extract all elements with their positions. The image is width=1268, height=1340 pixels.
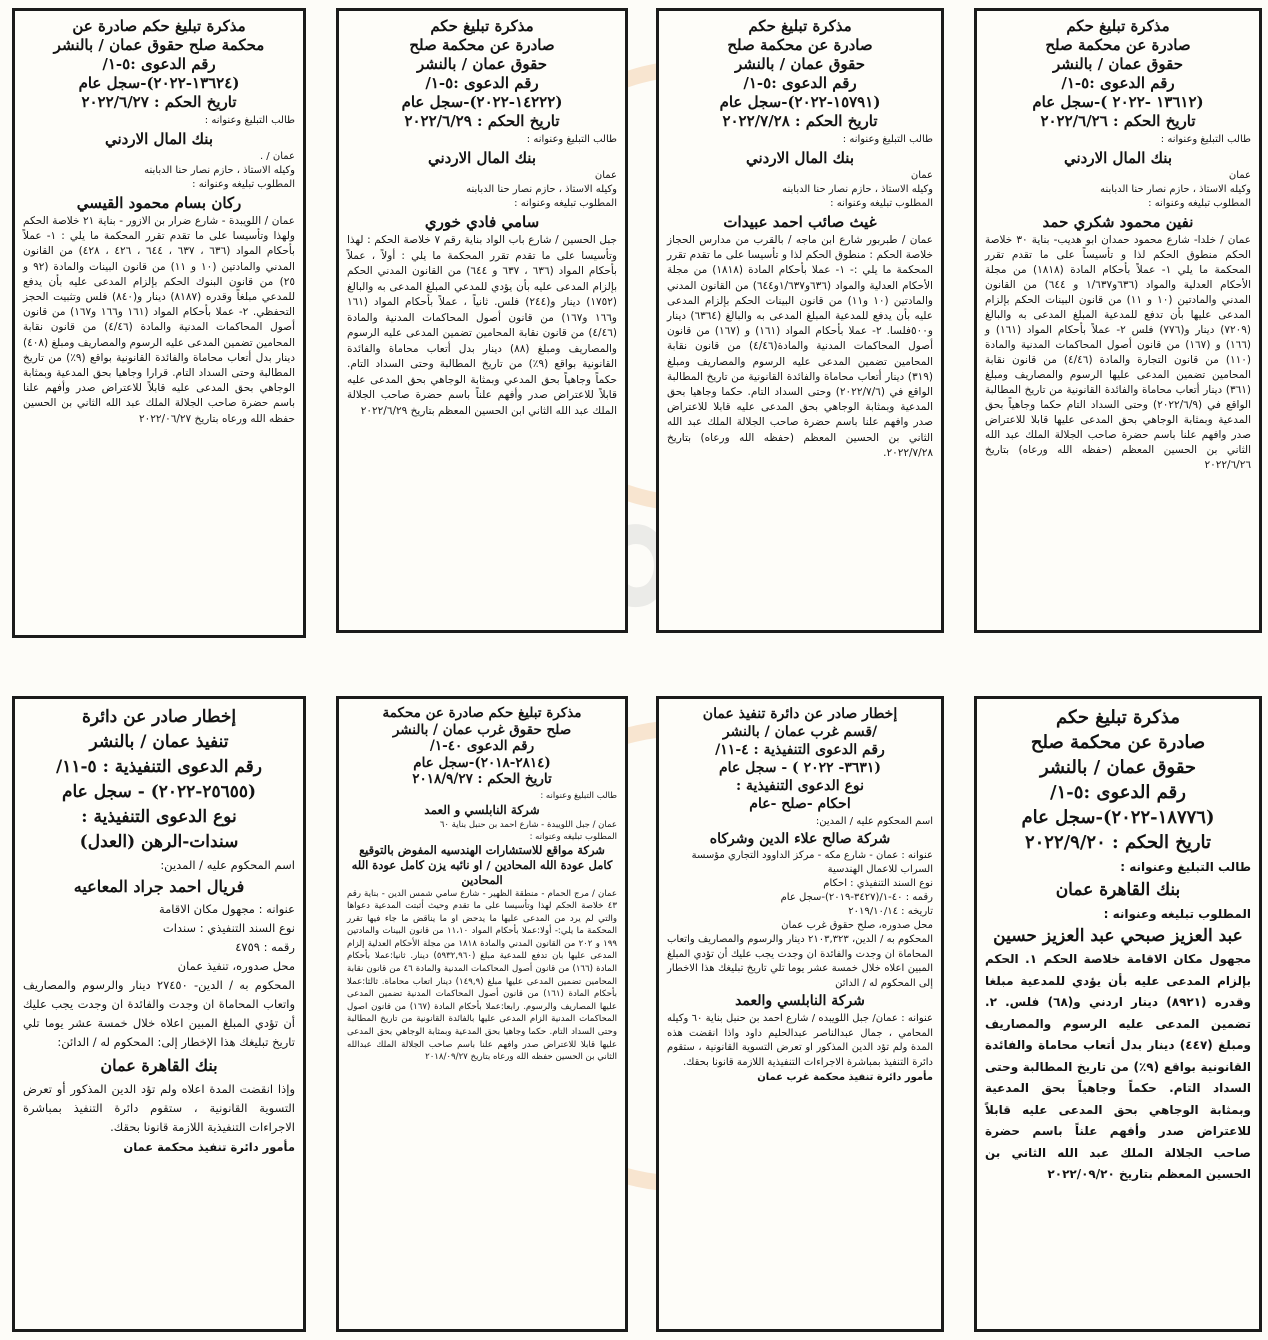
notice-body: المحكوم به / الدين، ٢١٠٣,٣٢٣ دينار والرسوم والمصاريف واتعاب المحاماة ان وجدت والفائدة ان وجدت يجب عليك أن تؤدي المبلغ المبين اعلاه خلال خمسة عشر يوما تلي تاريخ تبليغك هذا الاخطار إلى المحكوم له / الدائن — [667, 934, 933, 989]
notice-header — [985, 705, 1251, 855]
detail-line: المطلوب تبليغه وعنوانه : — [1148, 198, 1251, 209]
requester-label: طالب التبليغ وعنوانه : — [540, 790, 617, 801]
detail-line: محل صدوره، تنفيذ عمان — [177, 959, 295, 973]
header-line: مذكرة تبليغ حكم — [430, 17, 534, 35]
detail-line: محل صدوره، صلح حقوق غرب عمان — [781, 920, 933, 931]
detail-line: المطلوب تبليغه وعنوانه : — [529, 831, 617, 842]
header-line: (٢٨١٤-٢٠١٨)-سجل عام — [413, 754, 551, 771]
notice-card — [12, 8, 306, 638]
notice-header — [347, 705, 617, 788]
requester-name: شركة النابلسي و العمد — [424, 802, 540, 817]
requester-label: طالب التبليغ وعنوانه : — [526, 134, 617, 145]
header-line: (٣٦٣١- ٢٠٢٢ ) - سجل عام — [718, 760, 882, 776]
detail-line: المطلوب تبليغه وعنوانه : — [514, 198, 617, 209]
respondent-name: نفين محمود شكري حمد — [1042, 213, 1194, 231]
header-line: (١٨٧٧٦-٢٠٢٢)-سجل عام — [1021, 807, 1215, 828]
notice-body: عمان / مرج الحمام - منطقة الظهير - شارع سامي شمس الدين - بناية رقم ٤٣ خلاصة الحكم لهذا وتأسيسا على ما تقدم وحيث أثبتت المدعية دعواها والتي لم يرد من المدعى عليها ما يدحض او ما يناقض ما جاء فيها تقرر المحكمة ما يلي:- أولا:عملا بأحكام المواد ١١،١٠ من قانون البينات والمادتين ١٩٩ و ٢٠٢ من القانون المدني والمادة ١٨١٨ من مجلة الأحكام العدلية إلزام المدعى عليها بان تدفع للمدعية مبلغ (٥٩٣٢,٩٦٠) دينار. ثانيا:عملا بأحكام المادة (١٦٦) من قانون أصول المحاكمات المدنية والمادة ٤٦ من قانون نقابة المحامين تضمين المدعى عليها مبلغ (١٤٩,٩) دينار اتعاب محاماة. ثالثا:عملا بأحكام المادة (١٦١) من قانون أصول المحاكمات المدنية تضمين المدعى عليها المصاريف والرسوم. رابعا:عملا بأحكام المادة (١٦٧) من قانون اصول المحاكمات المدنية الزام المدعى عليها بالفائدة القانونية من تاريخ المطالبة وحتى السداد التام. حكما وجاهيا بحق المدعية وبمثابة الوجاهي بحق المدعى عليها قابلا للاعتراض صدر وافهم علنا باسم صاحب الجلالة الملك عبدالله الثاني بن الحسين حفظه الله ورعاه بتاريخ ٢٠١٨/٠٩/٢٧ — [347, 888, 618, 1063]
requester-name: بنك المال الاردني — [746, 149, 854, 167]
detail-line: نوع السند التنفيذي : احكام — [823, 878, 933, 889]
header-line: تاريخ الحكم : ٢٠٢٢/٦/٢٧ — [81, 93, 237, 111]
notice-body: عمان / خلدا- شارع محمود حمدان ابو هديب- بناية ٣٠ خلاصة الحكم منطوق الحكم لذا و تأسيساً على ما تقدم تقرر المحكمة ما يلي ١- عملاً بأحكام المادة (١٨١٨) من مجلة الأحكام العدلية والمواد (٦٣٦و١/٦٣٧ و ٦٤٤) من القانون المدني والمادتين (١٠ و ١١) من قانون البينات الحكم بإلزام المدعى عليها بأن تدفع للمدعية المبلغ المدعى به والبالغ (٧٢٠٩) دينار و(٧٧٦) فلس ٢- عملاً بأحكام المواد (١٦١) و (١٦٦) و (١٦٧) من قانون أصول المحاكمات المدنية والمادة (١١٠) من قانون التجارة والمادة (٤/٤٦) من قانون نقابة المحامين تضمين المدعى عليها الرسوم والمصاريف ومبلغ (٣٦١) دينار أتعاب محاماة والفائدة القانونية من تاريخ المطالبة الواقع في (٢٠٢٢/٦/٩) وحتى السداد التام حكما وجاهياً بحق المدعية وبمثابة الوجاهي بحق المدعى عليها قابلا للاعتراض صدر وافهم علنا باسم حضرة صاحب الجلالة الملك عبد الله الثاني بن الحسين المعظم (حفظه الله ورعاه) بتاريخ ٢٠٢٢/٦/٢٦ — [985, 234, 1252, 471]
detail-line: عنوانه : عمان - شارع مكه - مركز الداوود التجاري مؤسسة السراب للاعمال الهندسية — [691, 850, 933, 875]
respondent-name: شركة مواقع للاستشارات الهندسيه المفوض بالتوقيع كامل عودة الله المحادين / او نائبه يزن كامل عودة الله المحادين — [351, 842, 613, 887]
header-line: (١٥٧٩١-٢٠٢٢)-سجل عام — [719, 93, 881, 111]
header-line: مذكرة تبليغ حكم — [1055, 707, 1180, 728]
debtor-name: فريال احمد جراد المعاعيه — [73, 877, 245, 896]
header-line: احكام -صلح -عام — [749, 796, 851, 812]
detail-line: رقمه : ٤٧٥٩ — [235, 940, 295, 954]
signature-line: مأمور دائرة تنفيذ محكمة غرب عمان — [757, 1072, 933, 1083]
header-line: نوع الدعوى التنفيذية : — [81, 807, 237, 827]
header-line: صادرة عن محكمة صلح — [727, 36, 873, 54]
notice-body: مجهول مكان الاقامة خلاصة الحكم ١. الحكم بإلزام المدعى عليه بأن يؤدي للمدعية مبلغا وقدره (٨٩٢١) دينار اردني و(٦٨) فلس. ٢. تضمين المدعى عليه الرسوم والمصاريف ومبلغ (٤٤٧) دينار بدل أتعاب محاماة والفائدة القانونية بواقع (٩٪) من تاريخ المطالبة وحتى السداد التام. حكماً وجاهياً بحق المدعية وبمثابة الوجاهي بحق المدعى عليه قابلاً للاعتراض صدر وأفهم علناً باسم حضرة صاحب الجلالة الملك عبد الله الثاني بن الحسين المعظم بتاريخ ٢٠٢٢/٠٩/٢٠ — [985, 952, 1252, 1181]
header-line: رقم الدعوى :٥-١/ — [1061, 74, 1175, 92]
detail-line: وكيله الاستاذ ، حازم نصار حنا الدبابنه — [782, 184, 933, 195]
header-line: رقم الدعوى :٥-١/ — [1050, 782, 1186, 803]
respondent-name: غيث صائب احمد عبيدات — [723, 213, 877, 231]
header-line: مذكرة تبليغ حكم — [748, 17, 852, 35]
header-line: صادرة عن محكمة صلح — [409, 36, 555, 54]
detail-line: وكيله الاستاذ ، حازم نصار حنا الدبابنه — [144, 165, 295, 176]
header-line: حقوق عمان / بالنشر — [1039, 757, 1197, 778]
notice-header — [347, 17, 617, 131]
notice-body-2: وإذا انقضت المدة اعلاه ولم تؤد الدين المذكور أو تعرض التسوية القانونية ، ستقوم دائرة التنفيذ بمباشرة الاجراءات التنفيذية اللازمة قانونا بحقك. — [23, 1082, 295, 1134]
header-line: تاريخ الحكم : ٢٠٢٢/٦/٢٦ — [1040, 112, 1196, 130]
header-line: رقم الدعوى :٥-١/ — [102, 55, 216, 73]
notice-body: جبل الحسين / شارع باب الواد بناية رقم ٧ خلاصة الحكم : لهذا وتأسيسا على ما تقدم تقرر المحكمة ما يلي : أولاً ، عملاً بأحكام المواد (٦٣٦ ، ٦٣٧ و ٦٤٤) من القانون المدني الحكم بإلزام المدعى عليه بأن يؤدي للمدعي المبلغ المدعى به والبالغ (١٧٥٢) دينار و(٢٤٤) فلس. ثانياً ، عملاً بأحكام المواد (١٦١ و١٦٦ و١٦٧) من قانون أصول المحاكمات المدنية والمادة (٤/٤٦) من قانون نقابة المحامين تضمين المدعى عليه الرسوم والمصاريف ومبلغ (٨٨) دينار بدل أتعاب محاماة والفائدة القانونية بواقع (٩٪) من تاريخ المطالبة وحتى السداد التام. حكماً وجاهياً بحق المدعي وبمثابة الوجاهي بحق المدعى عليه قابلاً للاعتراض صدر وأفهم علناً باسم حضرة صاحب الجلالة الملك عبد الله الثاني ابن الحسين المعظم بتاريخ ٢٠٢٢/٦/٢٩ — [347, 234, 618, 417]
notice-header — [985, 17, 1251, 131]
header-line: حقوق عمان / بالنشر — [734, 55, 866, 73]
header-line: صلح حقوق غرب عمان / بالنشر — [392, 721, 572, 738]
signature-line: مأمور دائرة تنفيذ محكمة عمان — [123, 1140, 295, 1154]
detail-line: عمان / . — [259, 151, 295, 162]
requester-name: بنك المال الاردني — [428, 149, 536, 167]
header-line: مذكرة تبليغ حكم — [1066, 17, 1170, 35]
notice-card — [974, 8, 1262, 633]
header-line: مذكرة تبليغ حكم صادرة عن محكمة — [382, 705, 582, 721]
creditor-name: شركة النابلسي والعمد — [735, 993, 865, 1009]
requester-label: طالب التبليغ وعنوانه : — [842, 134, 933, 145]
notice-body-2: عنوانه : عمان/ جبل اللويبده / شارع احمد بن حنبل بناية ٦٠ وكيله المحامي ، جمال عبدالناصر عبدالحليم داود واذا انقضت هذه المدة ولم تؤد الدين المذكور او تعرض التسوية القانونية ، ستقوم دائرة التنفيذ بمباشرة الاجراءات التنفيذية اللازمة قانونا بحقك. — [667, 1013, 933, 1068]
notice-card — [656, 696, 944, 1332]
detail-line: عنوانه : مجهول مكان الاقامة — [158, 902, 295, 916]
notice-header — [23, 705, 295, 855]
header-line: (١٣٦٢٤-٢٠٢٢)-سجل عام — [78, 74, 240, 92]
header-line: (١٤٢٢٢-٢٠٢٢)-سجل عام — [401, 93, 563, 111]
detail-line: المطلوب تبليغه وعنوانه : — [830, 198, 933, 209]
header-line: إخطار صادر عن دائرة — [81, 707, 237, 727]
detail-line: المطلوب تبليغه وعنوانه : — [192, 179, 295, 190]
header-line: تاريخ الحكم : ٢٠١٨/٩/٢٧ — [412, 771, 552, 787]
notice-card — [974, 696, 1262, 1332]
header-line: تاريخ الحكم : ٢٠٢٢/٦/٢٩ — [404, 112, 560, 130]
detail-line: عمان — [910, 170, 933, 181]
header-line: رقم الدعوى :٥-١/ — [425, 74, 539, 92]
header-line: (٢٥٦٥٥-٢٠٢٢) - سجل عام — [61, 782, 257, 802]
header-line: رقم الدعوى :٥-١/ — [743, 74, 857, 92]
detail-line: عمان / جبل اللويبدة - شارع احمد بن حنبل بناية ٦٠ — [439, 819, 617, 830]
notice-card — [656, 8, 944, 633]
requester-name: بنك المال الاردني — [1064, 149, 1172, 167]
respondent-name: ركان بسام محمود القيسي — [76, 194, 242, 212]
notice-card — [12, 696, 306, 1332]
requester-label: طالب التبليغ وعنوانه : — [204, 115, 295, 126]
requester-label: طالب التبليغ وعنوانه : — [1160, 134, 1251, 145]
header-line: رقم الدعوى ٤٠-١/ — [429, 738, 535, 754]
header-line: تاريخ الحكم : ٢٠٢٢/٧/٢٨ — [722, 112, 878, 130]
header-line: حقوق عمان / بالنشر — [1052, 55, 1184, 73]
notice-body: عمان / طبربور شارع ابن ماجه / بالقرب من مدارس الحجاز خلاصة الحكم : منطوق الحكم لذا و تأسيسا على ما تقدم تقرر المحكمة ما يلي :- ١- عملا بأحكام المادة (١٨١٨) من مجلة الأحكام العدلية والمواد (٦٣٦و١/٦٣٧و٦٤٤) من القانون المدني والمادتين (١٠ و١١) من قانون البينات الحكم بإلزام المدعى عليه بأن يدفع للمدعية المبلغ المدعى به والبالغ (٦٣٦٤) دينار و٥٠٠فلسا. ٢- عملا بأحكام المواد (١٦١) و (١٦٧) من قانون أصول المحاكمات المدنية والمادة(٤/٤٦) من قانون نقابة المحامين تضمين المدعى عليه الرسوم والمصاريف ومبلغ (٣١٩) دينار أتعاب محاماة والفائدة القانونية من تاريخ المطالبة الواقع في (٢٠٢٢/٧/٦) وحتى السداد التام. حكما وجاهيا بحق المدعية وبمثابة الوجاهي بحق المدعى عليه قابلا للاعتراض صدر وافهم علنا باسم حضرة صاحب الجلالة الملك عبد الله الثاني بن الحسين المعظم (حفظه الله ورعاه) بتاريخ ٢٠٢٢/٧/٢٨. — [667, 234, 934, 459]
header-line: نوع الدعوى التنفيذية : — [736, 778, 864, 794]
header-line: تنفيذ عمان / بالنشر — [89, 732, 229, 752]
respondent-name: سامي فادي خوري — [424, 213, 540, 231]
debtor-label: اسم المحكوم عليه / المدين: — [160, 858, 295, 872]
detail-line: تاريخه : ٢٠١٩/١٠/١٤ — [848, 906, 933, 917]
notice-header — [667, 705, 933, 813]
header-line: رقم الدعوى التنفيذية : ٤-١١/ — [715, 742, 885, 758]
header-line: صادرة عن محكمة صلح — [1030, 732, 1206, 753]
header-line: حقوق عمان / بالنشر — [416, 55, 548, 73]
header-line: تاريخ الحكم : ٢٠٢٢/٩/٢٠ — [1024, 832, 1212, 853]
respondent-name: عبد العزيز صبحي عبد العزيز حسين — [993, 926, 1243, 946]
header-line: مذكرة تبليغ حكم صادرة عن — [72, 17, 246, 35]
detail-line: وكيله الاستاذ ، حازم نصار حنا الدبابنه — [1100, 184, 1251, 195]
header-line: إخطار صادر عن دائرة تنفيذ عمان — [702, 706, 898, 722]
creditor-name: بنك القاهرة عمان — [100, 1056, 218, 1075]
header-line: رقم الدعوى التنفيذية : ٥-١١/ — [55, 757, 262, 777]
notice-card — [336, 8, 628, 633]
header-line: (١٣٦١٢ -٢٠٢٢ )-سجل عام — [1032, 93, 1204, 111]
header-line: محكمة صلح حقوق عمان / بالنشر — [53, 36, 265, 54]
detail-line: نوع السند التنفيذي : سندات — [162, 921, 295, 935]
debtor-name: شركة صالح علاء الدين وشركاه — [709, 831, 891, 847]
header-line: سندات-الرهن (العدل) — [79, 832, 239, 852]
header-line: صادرة عن محكمة صلح — [1045, 36, 1191, 54]
notice-body: عمان / اللويبدة - شارع ضرار بن الازور - بناية ٢١ خلاصة الحكم ولهذا وتأسيسا على ما تقدم تقرر المحكمة ما يلي : ١- عملاً بأحكام المواد (٦٣٦ ، ٦٣٧ ، ٦٤٤ ، ٤٢٦ ، ٤٢٨) من القانون المدني والمادتين (١٠ و ١١) من قانون البينات والمادة (٩٢ و ٢٥) من قانون البنوك الحكم بإلزام المدعى عليه بأن يدفع للمدعي مبلغاً وقدره (٨١٨٧) دينار و(٨٤٠) فلس وتثبيت الحجز التحفظي. ٢- عملا بأحكام المواد (١٦١ و١٦٦ و١٦٧) من قانون أصول المحاكمات المدنية والمادة (٤/٤٦) من قانون نقابة المحامين تضمين المدعى عليه الرسوم والمصاريف ومبلغ (٤٠٨) دينار بدل أتعاب محاماة والفائدة القانونية بواقع (٩٪) من تاريخ المطالبة وحتى السداد التام. قرارا وجاهيا بحق المدعية وبمثابة الوجاهي بحق المدعى عليه قابلاً للاعتراض صدر وأفهم علنا باسم حضرة صاحب الجلالة الملك عبد الله الثاني بن الحسين حفظه الله ورعاه بتاريخ ٢٠٢٢/٠٦/٢٧ — [23, 215, 296, 425]
detail-line: رقمه : ٤٠-١/(٣٤٢٧-٢٠١٩)-سجل عام — [780, 892, 933, 903]
requester-name: بنك القاهرة عمان — [1055, 880, 1181, 900]
detail-line: المطلوب تبليغه وعنوانه : — [1103, 907, 1251, 921]
requester-label: طالب التبليغ وعنوانه : — [1120, 860, 1251, 874]
notice-header — [667, 17, 933, 131]
detail-line: وكيله الاستاذ ، حازم نصار حنا الدبابنه — [466, 184, 617, 195]
debtor-label: اسم المحكوم عليه / المدين: — [815, 816, 933, 827]
detail-line: عمان — [594, 170, 617, 181]
notice-body: المحكوم به / الدين- ٢٧٤٥٠ دينار والرسوم والمصاريف واتعاب المحاماة ان وجدت والفائدة ان وجدت يجب عليك أن تؤدي المبلغ المبين اعلاه خلال خمسة عشر يوما تلي تاريخ تبليغك هذا الإخطار إلى: المحكوم له / الدائن: — [23, 978, 295, 1049]
header-line: /قسم غرب عمان / بالنشر — [722, 724, 878, 740]
notice-header — [23, 17, 295, 112]
notice-card — [336, 696, 628, 1332]
requester-name: بنك المال الاردني — [105, 130, 213, 148]
detail-line: عمان — [1228, 170, 1251, 181]
